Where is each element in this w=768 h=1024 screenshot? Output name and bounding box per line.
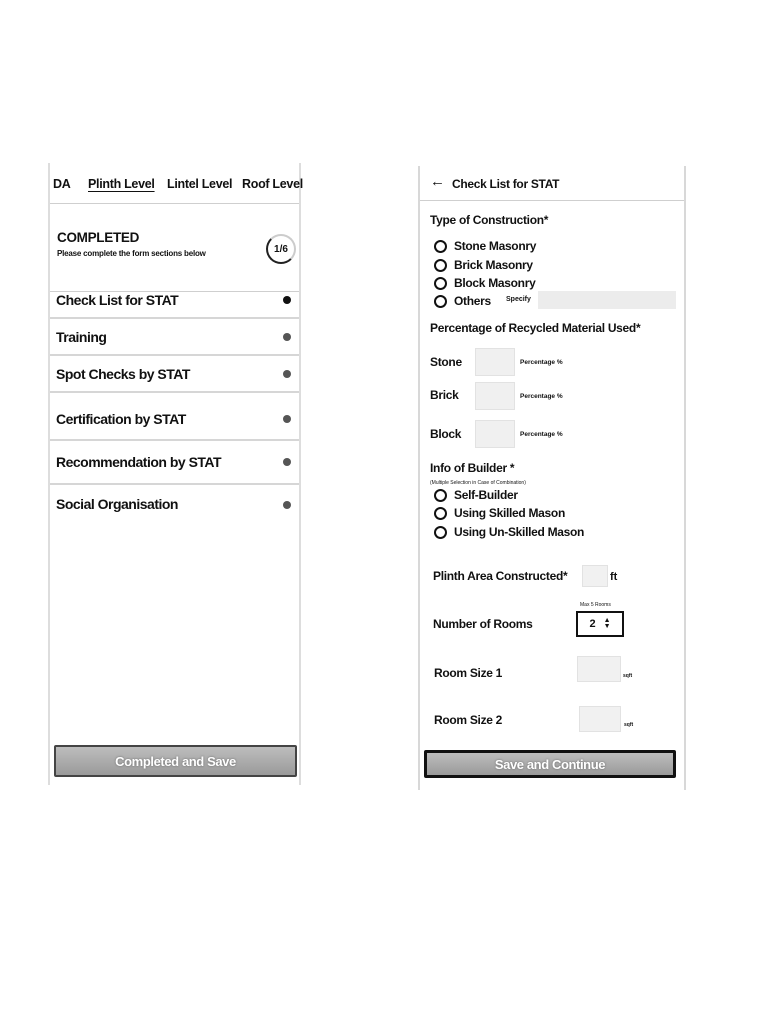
- plinth-area-label: Plinth Area Constructed*: [433, 569, 568, 583]
- radio-icon: [434, 277, 447, 290]
- status-dot-icon: [283, 296, 291, 304]
- block-percentage-input[interactable]: [475, 420, 515, 448]
- status-dot-icon: [283, 415, 291, 423]
- material-label-stone: Stone: [430, 355, 462, 369]
- radio-unskilled-mason[interactable]: [434, 524, 584, 540]
- tab-da[interactable]: DA: [53, 177, 71, 191]
- rooms-stepper[interactable]: [576, 611, 624, 637]
- room-size-2-label: Room Size 2: [434, 713, 503, 727]
- completion-status: [50, 203, 299, 292]
- radio-icon: [434, 526, 447, 539]
- specify-input[interactable]: [538, 291, 676, 309]
- radio-icon: [434, 240, 447, 253]
- form-header: [420, 166, 684, 201]
- option-label: Block Masonry: [454, 276, 536, 290]
- recycled-material-label: Percentage of Recycled Material Used*: [430, 321, 641, 335]
- radio-icon: [434, 489, 447, 502]
- status-dot-icon: [283, 458, 291, 466]
- section-item-check-list[interactable]: [50, 283, 299, 319]
- check-list-form-screen: [418, 166, 686, 790]
- tab-plinth-level[interactable]: Plinth Level: [88, 177, 155, 191]
- radio-skilled-mason[interactable]: [434, 505, 565, 521]
- section-label: Check List for STAT: [56, 292, 179, 308]
- up-down-arrows-icon: ▲ ▼: [603, 617, 611, 630]
- room-size-1-label: Room Size 1: [434, 666, 503, 680]
- radio-self-builder[interactable]: [434, 487, 518, 503]
- material-label-block: Block: [430, 427, 462, 441]
- max-rooms-note: Max 5 Rooms: [580, 602, 611, 608]
- arrow-left-icon[interactable]: ←: [430, 173, 445, 190]
- unit-label: sqft: [623, 673, 633, 679]
- tab-roof-level[interactable]: Roof Level: [242, 177, 303, 191]
- option-label: Stone Masonry: [454, 239, 537, 253]
- option-label: Self-Builder: [454, 488, 518, 502]
- number-of-rooms-label: Number of Rooms: [433, 617, 533, 631]
- section-item-spot-checks[interactable]: [50, 357, 299, 393]
- room-size-1-input[interactable]: [577, 656, 621, 682]
- material-label-brick: Brick: [430, 388, 459, 402]
- section-label: Social Organisation: [56, 496, 178, 512]
- section-label: Certification by STAT: [56, 411, 186, 427]
- status-dot-icon: [283, 333, 291, 341]
- radio-brick-masonry[interactable]: [434, 257, 533, 273]
- stone-percentage-input[interactable]: [475, 348, 515, 376]
- page-title: Check List for STAT: [452, 177, 560, 191]
- status-title: COMPLETED: [57, 230, 140, 245]
- completed-and-save-button[interactable]: Completed and Save: [54, 745, 297, 777]
- rooms-value: 2: [589, 618, 596, 630]
- progress-badge: 1/6: [266, 234, 296, 264]
- section-label: Spot Checks by STAT: [56, 366, 190, 382]
- option-label: Others: [454, 294, 491, 308]
- unit-label: Percentage %: [520, 393, 563, 400]
- unit-label: Percentage %: [520, 431, 563, 438]
- option-label: Brick Masonry: [454, 258, 533, 272]
- section-label: Recommendation by STAT: [56, 454, 222, 470]
- radio-icon: [434, 507, 447, 520]
- radio-block-masonry[interactable]: [434, 275, 535, 291]
- section-item-training[interactable]: [50, 320, 299, 356]
- section-label: Training: [56, 329, 107, 345]
- builder-info-label: Info of Builder *: [430, 461, 515, 475]
- unit-label: Percentage %: [520, 359, 563, 366]
- level-tabs: [50, 163, 303, 204]
- section-item-social-organisation[interactable]: [50, 487, 299, 527]
- tab-lintel-level[interactable]: Lintel Level: [167, 177, 233, 191]
- plinth-area-input[interactable]: [582, 565, 608, 587]
- brick-percentage-input[interactable]: [475, 382, 515, 410]
- section-item-recommendation[interactable]: [50, 443, 299, 485]
- unit-label: ft: [610, 571, 618, 583]
- radio-icon: [434, 259, 447, 272]
- status-dot-icon: [283, 501, 291, 509]
- room-size-2-input[interactable]: [579, 706, 621, 732]
- save-and-continue-button[interactable]: Save and Continue: [424, 750, 676, 778]
- unit-label: sqft: [624, 722, 634, 728]
- status-subtitle: Please complete the form sections below: [57, 249, 206, 258]
- construction-type-label: Type of Construction*: [430, 213, 549, 227]
- section-item-certification[interactable]: [50, 401, 299, 441]
- radio-icon: [434, 295, 447, 308]
- status-dot-icon: [283, 370, 291, 378]
- option-label: Using Un-Skilled Mason: [454, 525, 585, 539]
- radio-others[interactable]: [434, 293, 491, 309]
- builder-note: (Multiple Selection in Case of Combination): [430, 480, 526, 486]
- option-label: Using Skilled Mason: [454, 506, 565, 520]
- specify-label: Specify: [506, 296, 531, 303]
- radio-stone-masonry[interactable]: [434, 238, 536, 254]
- sections-screen: [48, 163, 301, 785]
